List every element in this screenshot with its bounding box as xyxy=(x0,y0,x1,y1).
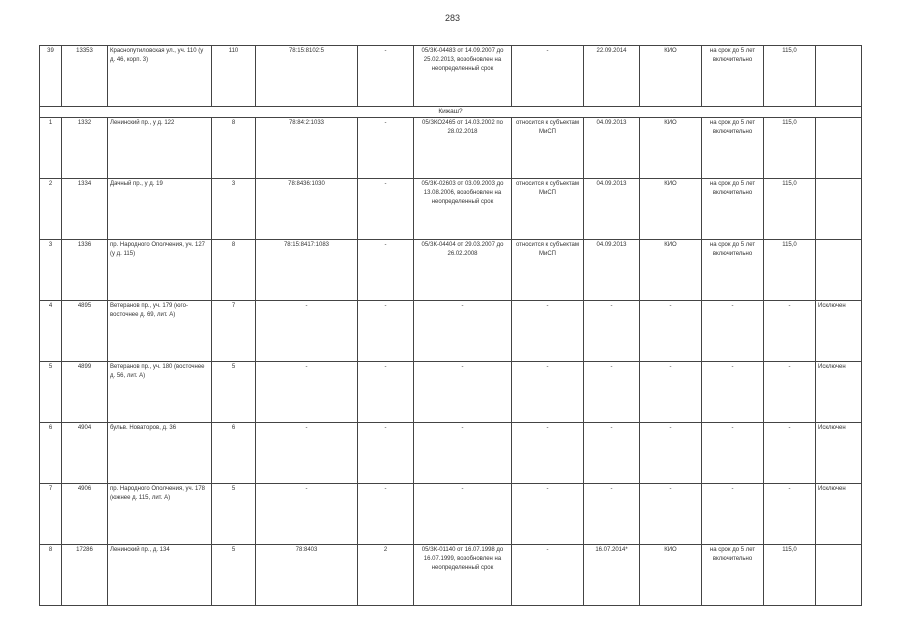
row-date: 04.09.2013 xyxy=(584,179,640,240)
row-contract: 05/ЗК-04404 от 29.03.2007 до 26.02.2008 xyxy=(414,240,512,301)
row-contract: 05/ЗК-02603 от 03.09.2003 до 13.08.2006, возобновлен на неопределенный срок xyxy=(414,179,512,240)
table-row xyxy=(40,423,862,484)
row-cadastral: 78:15:8417:1083 xyxy=(256,240,358,301)
row-term: на срок до 5 лет включительно xyxy=(702,118,764,179)
row-date: - xyxy=(584,362,640,423)
row-date: 04.09.2013 xyxy=(584,240,640,301)
row-col6: - xyxy=(358,118,414,179)
row-authority: - xyxy=(640,362,702,423)
row-authority: КИО xyxy=(640,545,702,606)
row-term: - xyxy=(702,362,764,423)
row-smb-status: - xyxy=(512,545,584,606)
row-area-code: 8 xyxy=(212,118,256,179)
row-smb-status: - xyxy=(512,46,584,107)
row-date: - xyxy=(584,423,640,484)
row-note xyxy=(816,545,862,606)
row-contract: 05/ЗК-01140 от 16.07.1998 до 16.07.1999, возобновлен на неопределенный срок xyxy=(414,545,512,606)
section-row xyxy=(40,107,862,118)
row-address: Ленинский пр., у д. 122 xyxy=(108,118,212,179)
row-address: Ветеранов пр., уч. 179 (юго-восточнее д. 69, лит. А) xyxy=(108,301,212,362)
table-row xyxy=(40,545,862,606)
row-term: на срок до 5 лет включительно xyxy=(702,240,764,301)
row-area-code: 110 xyxy=(212,46,256,107)
row-address: Краснопутиловская ул., уч. 110 (у д. 46, корп. 3) xyxy=(108,46,212,107)
row-date: 16.07.2014* xyxy=(584,545,640,606)
row-smb-status: относится к субъектам МиСП xyxy=(512,118,584,179)
row-id: 1332 xyxy=(62,118,108,179)
row-date: - xyxy=(584,301,640,362)
row-number: 4 xyxy=(40,301,62,362)
row-number: 5 xyxy=(40,362,62,423)
row-number: 3 xyxy=(40,240,62,301)
row-note xyxy=(816,46,862,107)
row-id: 4895 xyxy=(62,301,108,362)
row-smb-status: - xyxy=(512,423,584,484)
row-address: Ветеранов пр., уч. 180 (восточнее д. 56, лит. А) xyxy=(108,362,212,423)
row-address: Дачный пр., у д. 19 xyxy=(108,179,212,240)
row-rate: 115,0 xyxy=(764,46,816,107)
row-date: 22.09.2014 xyxy=(584,46,640,107)
table-row xyxy=(40,362,862,423)
row-rate: 115,0 xyxy=(764,118,816,179)
row-term: - xyxy=(702,301,764,362)
row-col6: - xyxy=(358,484,414,545)
row-id: 13353 xyxy=(62,46,108,107)
row-term: на срок до 5 лет включительно xyxy=(702,179,764,240)
row-note: Исключен xyxy=(816,484,862,545)
row-note: Исключен xyxy=(816,301,862,362)
row-smb-status: относится к субъектам МиСП xyxy=(512,240,584,301)
row-col6: - xyxy=(358,179,414,240)
row-smb-status: относится к субъектам МиСП xyxy=(512,179,584,240)
row-contract: - xyxy=(414,301,512,362)
row-address: пр. Народного Ополчения, уч. 178 (южнее д. 115, лит. А) xyxy=(108,484,212,545)
row-area-code: 5 xyxy=(212,484,256,545)
row-address: пр. Народного Ополчения, уч. 127 (у д. 115) xyxy=(108,240,212,301)
row-authority: КИО xyxy=(640,118,702,179)
row-authority: КИО xyxy=(640,46,702,107)
row-cadastral: 78:84:2:1033 xyxy=(256,118,358,179)
row-date: - xyxy=(584,484,640,545)
row-note xyxy=(816,118,862,179)
row-contract: 05/ЗК-04483 от 14.09.2007 до 25.02.2013, возобновлен на неопределенный срок xyxy=(414,46,512,107)
row-authority: - xyxy=(640,484,702,545)
row-term: - xyxy=(702,484,764,545)
table-row xyxy=(40,301,862,362)
row-cadastral: 78:8403 xyxy=(256,545,358,606)
row-col6: - xyxy=(358,423,414,484)
land-plots-table xyxy=(39,45,862,606)
row-cadastral: - xyxy=(256,362,358,423)
row-note: Исключен xyxy=(816,362,862,423)
row-number: 1 xyxy=(40,118,62,179)
row-cadastral: - xyxy=(256,484,358,545)
table-row xyxy=(40,118,862,179)
row-smb-status: - xyxy=(512,484,584,545)
row-authority: КИО xyxy=(640,240,702,301)
section-title: Кижаш? xyxy=(40,107,862,118)
row-rate: - xyxy=(764,362,816,423)
row-contract: 05/ЗКО2465 от 14.03.2002 по 28.02.2018 xyxy=(414,118,512,179)
page-number: 283 xyxy=(444,13,461,23)
row-rate: - xyxy=(764,301,816,362)
row-area-code: 6 xyxy=(212,423,256,484)
row-id: 1336 xyxy=(62,240,108,301)
row-area-code: 3 xyxy=(212,179,256,240)
row-note xyxy=(816,240,862,301)
row-area-code: 5 xyxy=(212,545,256,606)
row-address: бульв. Новаторов, д. 36 xyxy=(108,423,212,484)
row-number: 8 xyxy=(40,545,62,606)
row-id: 17286 xyxy=(62,545,108,606)
row-authority: - xyxy=(640,423,702,484)
row-number: 6 xyxy=(40,423,62,484)
row-contract: - xyxy=(414,423,512,484)
row-smb-status: - xyxy=(512,301,584,362)
table-row xyxy=(40,46,862,107)
row-col6: 2 xyxy=(358,545,414,606)
row-rate: 115,0 xyxy=(764,545,816,606)
row-id: 4906 xyxy=(62,484,108,545)
row-number: 7 xyxy=(40,484,62,545)
table-row xyxy=(40,179,862,240)
row-rate: 115,0 xyxy=(764,179,816,240)
row-area-code: 7 xyxy=(212,301,256,362)
table-row xyxy=(40,240,862,301)
row-contract: - xyxy=(414,484,512,545)
row-smb-status: - xyxy=(512,362,584,423)
row-cadastral: - xyxy=(256,301,358,362)
row-id: 4904 xyxy=(62,423,108,484)
row-cadastral: - xyxy=(256,423,358,484)
row-contract: - xyxy=(414,362,512,423)
row-authority: КИО xyxy=(640,179,702,240)
row-term: на срок до 5 лет включительно xyxy=(702,46,764,107)
row-note xyxy=(816,179,862,240)
row-number: 2 xyxy=(40,179,62,240)
row-cadastral: 78:8436:1030 xyxy=(256,179,358,240)
row-number: 39 xyxy=(40,46,62,107)
row-term: на срок до 5 лет включительно xyxy=(702,545,764,606)
row-col6: - xyxy=(358,46,414,107)
row-rate: 115,0 xyxy=(764,240,816,301)
row-area-code: 8 xyxy=(212,240,256,301)
row-note: Исключен xyxy=(816,423,862,484)
row-rate: - xyxy=(764,423,816,484)
row-cadastral: 78:15:8102:5 xyxy=(256,46,358,107)
row-rate: - xyxy=(764,484,816,545)
row-id: 4899 xyxy=(62,362,108,423)
row-col6: - xyxy=(358,301,414,362)
row-id: 1334 xyxy=(62,179,108,240)
row-col6: - xyxy=(358,362,414,423)
row-col6: - xyxy=(358,240,414,301)
row-term: - xyxy=(702,423,764,484)
row-date: 04.09.2013 xyxy=(584,118,640,179)
row-area-code: 5 xyxy=(212,362,256,423)
row-address: Ленинский пр., д. 134 xyxy=(108,545,212,606)
table-row xyxy=(40,484,862,545)
row-authority: - xyxy=(640,301,702,362)
